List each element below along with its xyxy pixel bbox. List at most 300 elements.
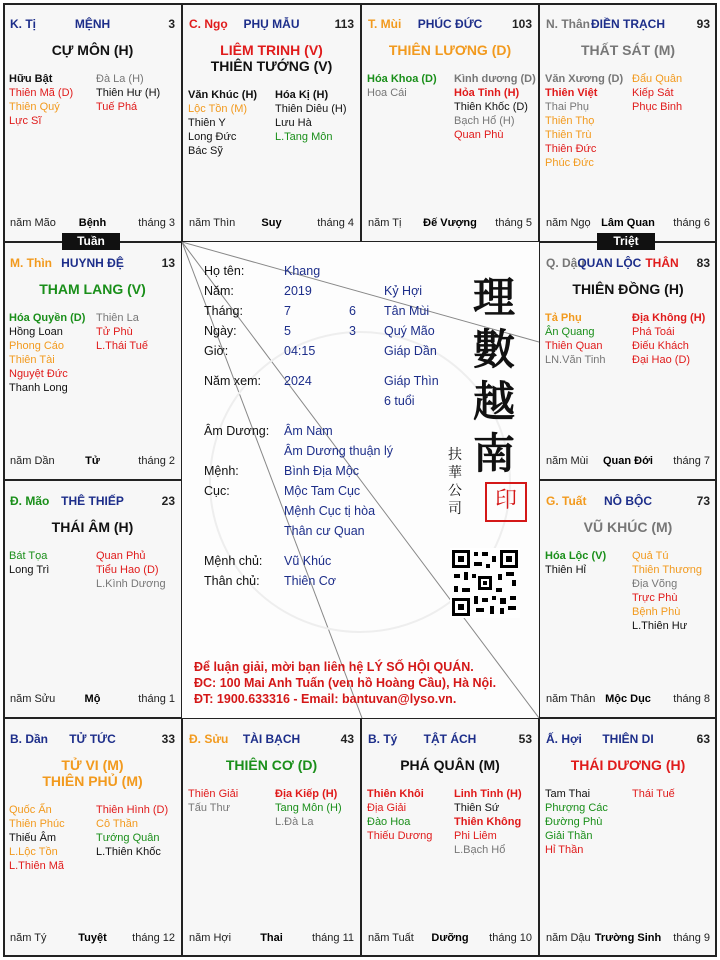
year-label: năm Thìn bbox=[189, 217, 236, 229]
palace-cell-ngo[interactable] bbox=[182, 3, 361, 242]
minor-star: Thai Phụ bbox=[545, 101, 590, 113]
star-column-left bbox=[367, 72, 437, 100]
stage-label: Suy bbox=[261, 217, 282, 229]
year-value: 2019 bbox=[284, 284, 312, 298]
star-column-right bbox=[275, 88, 347, 144]
cuc-note: Mệnh Cục tị hòa bbox=[284, 504, 376, 518]
minor-star: Tam Thai bbox=[545, 788, 591, 800]
minor-star: Bạch Hổ (H) bbox=[454, 115, 515, 127]
month-label: Tháng: bbox=[204, 304, 243, 318]
palace-name bbox=[10, 494, 175, 508]
view-year-value: 2024 bbox=[284, 374, 312, 388]
palace-footer bbox=[546, 932, 710, 946]
minor-star: Thiên Tài bbox=[9, 354, 55, 366]
minor-star: Kình dương (D) bbox=[454, 73, 536, 85]
amduong-value: Âm Nam bbox=[284, 424, 333, 438]
triet-tag: Triệt bbox=[597, 233, 655, 250]
year-label: năm Dậu bbox=[546, 932, 591, 944]
seal-char-3: 公 bbox=[448, 483, 462, 499]
month-label: tháng 7 bbox=[673, 455, 710, 467]
palace-name bbox=[546, 494, 710, 508]
palace-name bbox=[189, 732, 354, 746]
month-value: 7 bbox=[284, 304, 291, 318]
minor-star: Thiên Hỉ bbox=[545, 564, 586, 576]
palace-number: 113 bbox=[334, 17, 354, 31]
day-value: 5 bbox=[284, 324, 291, 338]
palace-name-text: HUYNH ĐỆ bbox=[61, 256, 124, 270]
minor-star: Địa Kiếp (H) bbox=[275, 788, 338, 800]
minor-star: Thanh Long bbox=[9, 382, 68, 394]
palace-header bbox=[546, 256, 710, 272]
month-canchi: Tân Mùi bbox=[384, 304, 430, 318]
star-column-right bbox=[454, 72, 536, 142]
minor-star: Hoa Cái bbox=[367, 87, 407, 99]
menh-value: Bình Địa Mộc bbox=[284, 464, 360, 478]
star-column-right bbox=[96, 803, 168, 859]
stage-label: Tuyệt bbox=[78, 932, 107, 944]
minor-star: Đẩu Quân bbox=[632, 73, 683, 85]
palace-number: 43 bbox=[340, 732, 354, 746]
palace-header bbox=[189, 17, 354, 33]
palace-name bbox=[546, 256, 710, 270]
minor-star: LN.Văn Tinh bbox=[545, 354, 606, 366]
minor-star: Bát Tọa bbox=[9, 550, 48, 562]
star-column-right bbox=[96, 549, 166, 591]
major-star: THÁI ÂM (H) bbox=[51, 519, 134, 535]
branch-label: N. Thân bbox=[546, 17, 590, 31]
star-column-right bbox=[96, 72, 160, 114]
minor-star: Thiên Việt bbox=[545, 87, 598, 99]
star-column-right bbox=[632, 549, 702, 633]
palace-footer bbox=[189, 217, 354, 231]
menh-label: Mệnh: bbox=[204, 464, 239, 478]
minor-star: Thiên Trù bbox=[545, 129, 592, 141]
palace-footer bbox=[10, 217, 175, 231]
minor-star: Đào Hoa bbox=[367, 816, 411, 828]
branch-label: Q. Dậu bbox=[546, 256, 585, 270]
palace-name-text: TỬ TỨC bbox=[69, 732, 116, 746]
palace-name bbox=[189, 17, 354, 31]
minor-star: Thiên Thương bbox=[632, 564, 703, 576]
major-star: THIÊN CƠ (D) bbox=[225, 757, 318, 773]
minor-star: Thiên Hư (H) bbox=[96, 87, 161, 99]
year-label: năm Hợi bbox=[189, 932, 232, 944]
minor-star: Hóa Kị (H) bbox=[275, 89, 329, 101]
view-year-canchi: Giáp Thìn bbox=[384, 374, 439, 388]
minor-star: L.Đà La bbox=[275, 816, 314, 828]
calligraphy-char-4: 南 bbox=[472, 429, 515, 478]
branch-label: M. Thìn bbox=[10, 256, 52, 270]
minor-star: Kiếp Sát bbox=[632, 87, 674, 99]
major-star: PHÁ QUÂN (M) bbox=[400, 757, 500, 773]
minor-star: Tang Môn (H) bbox=[275, 802, 342, 814]
minor-star: L.Lộc Tồn bbox=[9, 846, 58, 858]
palace-header bbox=[368, 17, 532, 33]
star-column-left bbox=[9, 549, 49, 577]
minor-star: Phi Liêm bbox=[454, 830, 497, 842]
palace-footer bbox=[368, 932, 532, 946]
palace-footer bbox=[546, 455, 710, 469]
minor-star: Thiên Quan bbox=[545, 340, 603, 352]
month-label: tháng 6 bbox=[673, 217, 710, 229]
palace-footer bbox=[368, 217, 532, 231]
palace-number: 3 bbox=[168, 17, 175, 31]
menhchu-label: Mệnh chủ: bbox=[204, 554, 263, 568]
minor-star: Văn Khúc (H) bbox=[188, 89, 258, 101]
minor-star: Hóa Lộc (V) bbox=[545, 550, 607, 562]
year-label: năm Dần bbox=[10, 455, 55, 467]
minor-star: Tuế Phá bbox=[96, 101, 138, 113]
year-label: năm Mùi bbox=[546, 455, 589, 467]
contact-line-2: ĐC: 100 Mai Anh Tuấn (ven hồ Hoàng Cầu), Hà Nội. bbox=[194, 676, 497, 690]
seal-char-1: 扶 bbox=[448, 447, 462, 463]
star-column-right bbox=[632, 72, 682, 114]
palace-name-text: MỆNH bbox=[74, 17, 111, 31]
palace-number: 73 bbox=[696, 494, 710, 508]
stage-label: Đế Vượng bbox=[423, 217, 477, 229]
stage-label: Mộ bbox=[84, 693, 101, 705]
palace-header bbox=[546, 494, 710, 510]
palace-name bbox=[368, 17, 532, 31]
minor-star: L.Tang Môn bbox=[275, 131, 333, 143]
year-label: năm Sửu bbox=[10, 693, 56, 705]
age-value: 6 tuổi bbox=[384, 394, 415, 408]
minor-star: Thiên Quý bbox=[9, 101, 60, 113]
thanchu-label: Thân chủ: bbox=[204, 574, 260, 588]
branch-label: G. Tuất bbox=[546, 494, 587, 508]
palace-cell-ty[interactable] bbox=[3, 3, 182, 242]
amduong-label: Âm Dương: bbox=[204, 424, 270, 438]
major-star: LIÊM TRINH (V) bbox=[220, 42, 323, 58]
palace-cell-tyy[interactable] bbox=[361, 718, 539, 957]
year-label: năm Mão bbox=[10, 217, 56, 229]
palace-name bbox=[368, 732, 532, 746]
minor-star: Thái Tuế bbox=[632, 788, 675, 800]
menhchu-value: Vũ Khúc bbox=[284, 554, 332, 568]
minor-star: Phúc Đức bbox=[545, 157, 594, 169]
stage-label: Thai bbox=[260, 932, 283, 944]
palace-name-text: QUAN LỘC bbox=[577, 256, 642, 270]
minor-star: Lưu Hà bbox=[275, 117, 312, 129]
major-star: THIÊN PHỦ (M) bbox=[42, 773, 143, 789]
major-star: THẤT SÁT (M) bbox=[580, 42, 676, 58]
year-label: năm Ngọ bbox=[546, 217, 591, 229]
major-star: CỰ MÔN (H) bbox=[51, 42, 134, 58]
minor-star: Ân Quang bbox=[545, 326, 595, 338]
star-column-left bbox=[9, 803, 65, 873]
minor-star: Long Trì bbox=[9, 564, 50, 576]
star-column-right bbox=[96, 311, 148, 353]
palace-number: 23 bbox=[161, 494, 175, 508]
minor-star: Phong Cáo bbox=[9, 340, 65, 352]
minor-star: Lộc Tồn (M) bbox=[188, 103, 248, 115]
branch-label: Đ. Mão bbox=[10, 494, 50, 508]
palace-name bbox=[10, 256, 175, 270]
branch-label: Đ. Sửu bbox=[189, 732, 229, 746]
year-label: Năm: bbox=[204, 284, 234, 298]
star-column-right bbox=[632, 311, 705, 367]
minor-star: Lực Sĩ bbox=[9, 115, 42, 127]
calligraphy-char-1: 理 bbox=[472, 273, 515, 322]
minor-star: Hồng Loan bbox=[9, 326, 63, 338]
minor-star: Quốc Ấn bbox=[9, 804, 52, 816]
palace-header bbox=[10, 17, 175, 33]
minor-star: Thiên Sứ bbox=[454, 802, 500, 814]
minor-star: Tấu Thư bbox=[188, 802, 231, 814]
month-label: tháng 4 bbox=[317, 217, 354, 229]
minor-star: Thiên Mã (D) bbox=[9, 87, 74, 99]
minor-star: Thiên Không bbox=[454, 816, 522, 828]
month-label: tháng 8 bbox=[673, 693, 710, 705]
month-label: tháng 12 bbox=[132, 932, 175, 944]
stage-label: Quan Đới bbox=[603, 455, 653, 467]
year-label: năm Thân bbox=[546, 693, 596, 705]
minor-star: Tả Phụ bbox=[545, 312, 582, 324]
minor-star: Thiên Thọ bbox=[545, 115, 595, 127]
month-label: tháng 10 bbox=[489, 932, 532, 944]
minor-star: Phục Binh bbox=[632, 101, 683, 113]
minor-star: Bệnh Phù bbox=[632, 606, 681, 618]
branch-label: K. Tị bbox=[10, 17, 36, 31]
minor-star: Phá Toái bbox=[632, 326, 675, 338]
palace-header bbox=[189, 732, 354, 748]
branch-label: Ấ. Hợi bbox=[546, 732, 582, 746]
palace-footer bbox=[10, 693, 175, 707]
palace-cell-mui[interactable] bbox=[361, 3, 539, 242]
month-label: tháng 1 bbox=[138, 693, 175, 705]
palace-name-text: PHỤ MẪU bbox=[243, 17, 300, 31]
hour-canchi: Giáp Dần bbox=[384, 344, 437, 358]
minor-star: L.Kình Dương bbox=[96, 578, 166, 590]
star-column-left bbox=[188, 88, 257, 158]
minor-star: Đà La (H) bbox=[96, 73, 144, 85]
name-label: Họ tên: bbox=[204, 264, 245, 278]
palace-name bbox=[10, 17, 175, 31]
palace-footer bbox=[546, 217, 710, 231]
year-label: năm Tị bbox=[368, 217, 402, 229]
star-column-right bbox=[454, 787, 522, 857]
month-label: tháng 11 bbox=[311, 932, 354, 944]
palace-cell-mao[interactable] bbox=[3, 480, 182, 718]
minor-star: Địa Không (H) bbox=[632, 312, 706, 324]
palace-footer bbox=[189, 932, 354, 946]
calligraphy-logo bbox=[464, 272, 524, 480]
stage-label: Trường Sinh bbox=[594, 932, 662, 944]
minor-star: Thiên Diêu (H) bbox=[275, 103, 347, 115]
minor-star: L.Thiên Khốc bbox=[96, 846, 161, 858]
month-label: tháng 9 bbox=[673, 932, 710, 944]
minor-star: Quan Phù bbox=[454, 129, 504, 141]
small-seal-text bbox=[448, 446, 464, 518]
year-canchi: Kỷ Hợi bbox=[384, 284, 423, 298]
palace-header bbox=[10, 732, 175, 748]
palace-cell-dau[interactable] bbox=[539, 242, 717, 480]
thanchu-value: Thiên Cơ bbox=[284, 574, 336, 588]
palace-number: 13 bbox=[161, 256, 175, 270]
minor-star: Hóa Khoa (D) bbox=[367, 73, 437, 85]
than-cu-note: Thân cư Quan bbox=[284, 524, 365, 538]
contact-line-3: ĐT: 1900.633316 - Email: bantuvan@lyso.vn. bbox=[194, 692, 457, 706]
minor-star: Địa Giải bbox=[367, 802, 407, 814]
minor-star: Thiên La bbox=[96, 312, 139, 324]
stage-label: Mộc Dục bbox=[605, 693, 651, 705]
palace-number: 93 bbox=[696, 17, 710, 31]
seal-char-4: 司 bbox=[448, 501, 462, 517]
palace-name bbox=[546, 17, 710, 31]
palace-cell-suu[interactable] bbox=[182, 718, 361, 957]
palace-header bbox=[10, 494, 175, 510]
star-column-left bbox=[545, 311, 606, 367]
month-label: tháng 5 bbox=[495, 217, 532, 229]
month-label: tháng 3 bbox=[138, 217, 175, 229]
minor-star: Thiếu Âm bbox=[9, 832, 57, 844]
star-column-right bbox=[275, 787, 342, 829]
minor-star: Quả Tú bbox=[632, 550, 669, 562]
minor-star: Cô Thần bbox=[96, 818, 138, 830]
branch-label: B. Tý bbox=[368, 732, 398, 746]
major-star: THÁI DƯƠNG (H) bbox=[570, 757, 686, 773]
minor-star: Thiên Y bbox=[188, 117, 226, 129]
palace-header bbox=[546, 17, 710, 33]
red-seal-stamp: 印 bbox=[485, 482, 527, 522]
name-value: Khang bbox=[284, 264, 321, 278]
star-column-left bbox=[9, 72, 73, 128]
stage-label: Lâm Quan bbox=[601, 217, 655, 229]
palace-name-text: TÀI BẠCH bbox=[242, 732, 301, 746]
palace-name-text: TẬT ÁCH bbox=[423, 732, 477, 746]
hour-label: Giờ: bbox=[204, 344, 229, 358]
star-column-left bbox=[545, 787, 608, 857]
minor-star: Trực Phù bbox=[632, 592, 678, 604]
month-label: tháng 2 bbox=[138, 455, 175, 467]
day-canchi: Quý Mão bbox=[384, 324, 435, 338]
star-column-left bbox=[367, 787, 432, 843]
palace-cell-thin[interactable] bbox=[3, 242, 182, 480]
stage-label: Bệnh bbox=[78, 217, 107, 229]
stage-label: Dưỡng bbox=[431, 932, 469, 944]
minor-star: Thiên Khôi bbox=[367, 788, 424, 800]
view-year-label: Năm xem: bbox=[204, 374, 261, 388]
minor-star: Thiên Phúc bbox=[9, 818, 65, 830]
minor-star: Thiên Giải bbox=[188, 788, 239, 800]
minor-star: Văn Xương (D) bbox=[545, 73, 624, 85]
month-lunar: 6 bbox=[349, 304, 356, 318]
hour-value: 04:15 bbox=[284, 344, 316, 358]
minor-star: Hỏa Tinh (H) bbox=[454, 87, 520, 99]
minor-star: Tướng Quân bbox=[96, 832, 160, 844]
palace-cell-hoi[interactable] bbox=[539, 718, 717, 957]
palace-name-text: THÊ THIẾP bbox=[61, 494, 124, 508]
palace-header bbox=[368, 732, 532, 748]
palace-name-text: NÔ BỘC bbox=[604, 494, 652, 508]
palace-footer bbox=[10, 455, 175, 469]
major-star: THIÊN ĐỒNG (H) bbox=[572, 281, 684, 297]
than-label: THÂN bbox=[645, 256, 679, 270]
day-lunar: 3 bbox=[349, 324, 356, 338]
star-column-left bbox=[545, 72, 623, 170]
minor-star: Giải Thần bbox=[545, 830, 593, 842]
minor-star: L.Thiên Hư bbox=[632, 620, 688, 632]
palace-name-text: PHÚC ĐỨC bbox=[417, 17, 483, 31]
palace-name bbox=[546, 732, 710, 746]
star-column-left bbox=[545, 549, 606, 577]
minor-star: Thiên Đức bbox=[545, 143, 597, 155]
day-label: Ngày: bbox=[204, 324, 237, 338]
stage-label: Tử bbox=[85, 455, 100, 467]
cuc-label: Cục: bbox=[204, 484, 230, 498]
minor-star: L.Thái Tuế bbox=[96, 340, 148, 352]
minor-star: Hỉ Thần bbox=[545, 844, 584, 856]
calligraphy-char-3: 越 bbox=[472, 377, 515, 426]
qr-code-icon[interactable] bbox=[450, 548, 520, 618]
palace-cell-dan[interactable] bbox=[3, 718, 182, 957]
minor-star: Linh Tinh (H) bbox=[454, 788, 522, 800]
minor-star: Đại Hao (D) bbox=[632, 354, 691, 366]
minor-star: Đường Phù bbox=[545, 816, 603, 828]
palace-number: 33 bbox=[161, 732, 175, 746]
minor-star: Địa Võng bbox=[632, 578, 678, 590]
major-star: THAM LANG (V) bbox=[39, 281, 146, 297]
star-column-right bbox=[632, 787, 675, 801]
minor-star: Phượng Các bbox=[545, 802, 608, 814]
major-star: THIÊN LƯƠNG (D) bbox=[388, 42, 512, 58]
palace-footer bbox=[10, 932, 175, 946]
minor-star: Hữu Bật bbox=[9, 73, 53, 85]
star-column-left bbox=[9, 311, 85, 395]
palace-cell-tuat[interactable] bbox=[539, 480, 717, 718]
palace-name bbox=[10, 732, 175, 746]
palace-number: 103 bbox=[511, 17, 532, 31]
palace-footer bbox=[546, 693, 710, 707]
palace-header bbox=[546, 732, 710, 748]
major-star: TỬ VI (M) bbox=[61, 757, 124, 773]
palace-name-text: THIÊN DI bbox=[602, 732, 654, 746]
palace-header bbox=[10, 256, 175, 272]
palace-name-text: ĐIỀN TRẠCH bbox=[591, 17, 665, 31]
minor-star: Quan Phủ bbox=[96, 550, 146, 562]
center-panel bbox=[182, 242, 539, 718]
calligraphy-char-2: 數 bbox=[472, 325, 515, 374]
minor-star: L.Thiên Mã bbox=[9, 860, 65, 872]
minor-star: Thiếu Dương bbox=[367, 830, 433, 842]
palace-number: 63 bbox=[696, 732, 710, 746]
minor-star: Tiểu Hao (D) bbox=[96, 564, 159, 576]
branch-label: T. Mùi bbox=[368, 17, 402, 31]
minor-star: Nguyệt Đức bbox=[9, 368, 68, 380]
branch-label: C. Ngọ bbox=[189, 17, 228, 31]
amduong-note: Âm Dương thuận lý bbox=[284, 444, 393, 458]
seal-char-2: 華 bbox=[448, 465, 462, 481]
year-label: năm Tý bbox=[10, 932, 47, 944]
major-star: THIÊN TƯỚNG (V) bbox=[210, 58, 333, 74]
minor-star: L.Bạch Hổ bbox=[454, 844, 506, 856]
year-label: năm Tuất bbox=[368, 932, 414, 944]
branch-label: B. Dần bbox=[10, 732, 49, 746]
minor-star: Long Đức bbox=[188, 131, 237, 143]
minor-star: Bác Sỹ bbox=[188, 145, 223, 157]
cuc-value: Mộc Tam Cục bbox=[284, 484, 361, 498]
major-star: VŨ KHÚC (M) bbox=[583, 519, 673, 535]
palace-cell-than[interactable] bbox=[539, 3, 717, 242]
tuan-tag: Tuần bbox=[62, 233, 120, 250]
minor-star: Thiên Hình (D) bbox=[96, 804, 169, 816]
palace-number: 53 bbox=[518, 732, 532, 746]
minor-star: Hóa Quyền (D) bbox=[9, 312, 86, 324]
palace-number: 83 bbox=[696, 256, 710, 270]
star-column-left bbox=[188, 787, 238, 815]
minor-star: Thiên Khốc (D) bbox=[454, 101, 528, 113]
contact-line-1: Để luận giải, mời bạn liên hệ LÝ SỐ HỘI QUÁN. bbox=[194, 660, 474, 674]
